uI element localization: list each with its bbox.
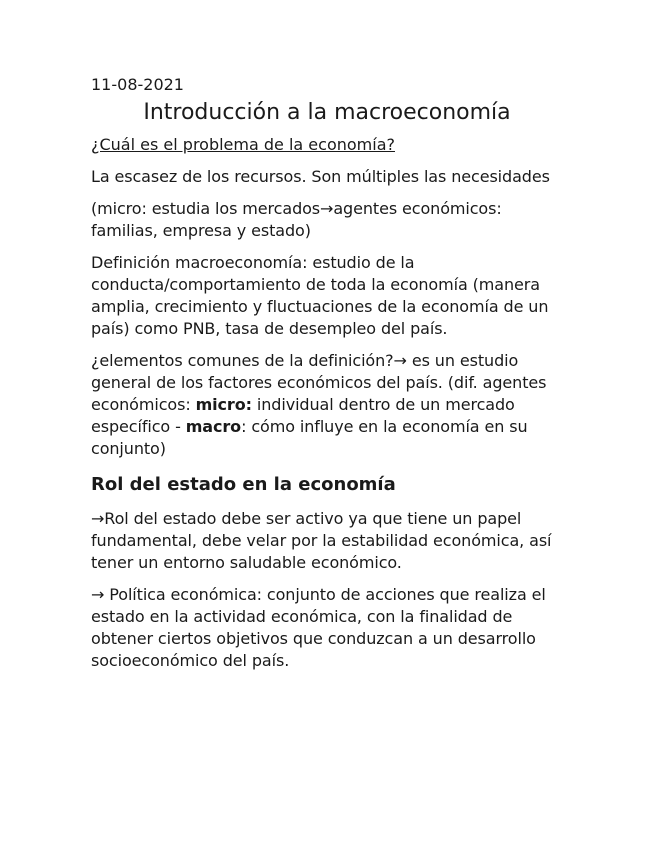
paragraph-definition: Definición macroeconomía: estudio de la conducta/comportamiento de toda la economía (manera amplia, crecimiento y fluctuaciones de la economía de un país) como PNB, tasa de desempleo del país. (91, 253, 549, 338)
paragraph-micro-note: (micro: estudia los mercados→agentes económicos: familias, empresa y estado) (91, 199, 502, 240)
micro-bold-label: micro: (195, 395, 252, 414)
macro-bold-label: macro (185, 417, 242, 436)
paragraph-state-role: →Rol del estado debe ser activo ya que tiene un papel fundamental, debe velar por la estabilidad económica, así tener un entorno saludable económico. (91, 509, 552, 572)
section-heading-state-role: Rol del estado en la economía (91, 474, 396, 495)
paragraph-scarcity: La escasez de los recursos. Son múltiples las necesidades (91, 167, 550, 186)
paragraph-economic-policy: → Política económica: conjunto de acciones que realiza el estado en la actividad económica, con la finalidad de obtener ciertos objetivos que conduzcan a un desarrollo socioeconómico del país. (91, 585, 546, 670)
document-date: 11-08-2021 (91, 75, 184, 94)
document-page (91, 74, 571, 672)
document-title: Introducción a la macroeconomía (143, 100, 511, 125)
common-elements-text-1: ¿elementos comunes de la definición?→ es un estudio general de los factores económicos del país. (dif. agentes económicos: (91, 351, 547, 414)
question-heading: ¿Cuál es el problema de la economía? (91, 135, 395, 154)
common-elements-text-2: individual dentro de un mercado específico - (91, 395, 515, 436)
paragraph-common-elements (91, 350, 571, 460)
common-elements-text-3: : cómo influye en la economía en su conjunto) (91, 417, 528, 458)
